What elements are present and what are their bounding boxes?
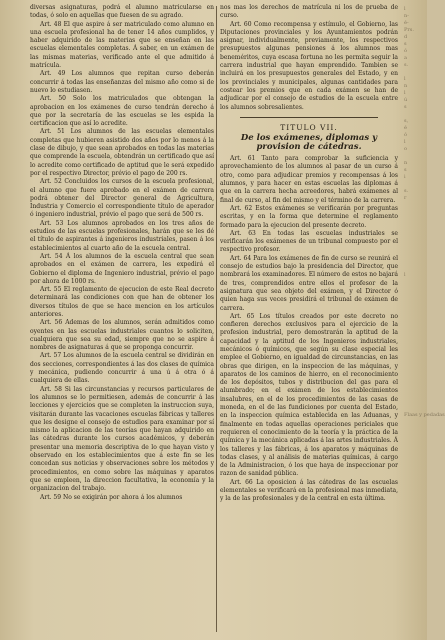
bleed-fragment <box>404 111 428 118</box>
column-divider <box>216 6 217 632</box>
right-column <box>220 4 398 632</box>
paragraph: Art. 48 El que aspire á ser matriculado como alumno en una escuela profesional ha de tener 14 años cumplidos, y haber adquirido de las materias que se enseñan en las escuelas elementales completas. Á saber, en un exámen de las mismas materias, verificado ante el que admitido á matrícula. <box>30 20 214 70</box>
bleed-fragment: s <box>404 104 407 110</box>
paragraph: Art. 63 En todas las escuelas industriales se verificarán los exámenes de un tribunal compuesto por el respectivo profesor. <box>220 229 398 254</box>
bleed-fragment <box>404 349 428 356</box>
bleed-fragment <box>404 279 428 286</box>
paragraph: Art. 54 Á los alumnos de la escuela central que sean aprobados en el exámen de carrera, les expedirá el Gobierno el diploma de Ingeniero industrial, prévio el pago por ahora de 1000 rs. <box>30 252 214 285</box>
bleed-fragment: ú <box>404 97 408 103</box>
bleed-fragment <box>404 398 428 405</box>
paragraph: Art. 56 Ademas de los alumnos, serán admitidos como oyentes en las escuelas industriales cuantos lo soliciten, cualquiera que sea su edad, siempre que no se aspire á nombres de asignaturas á que se proponga concurrir. <box>30 319 214 352</box>
bleed-through-text <box>404 6 445 419</box>
bleed-fragment <box>404 209 428 216</box>
paragraph: Art. 53 Los alumnos aprobados en los tres años de estudios de las escuelas profesionales, harán que se les dé el título de aspirantes á ingenieros industriales, pasen á los establecimientos al cuarto año de la escuela central. <box>30 219 214 252</box>
bleed-fragment: a <box>404 55 407 61</box>
bleed-fragment: n <box>404 83 408 89</box>
paragraph: Art. 59 No se exigirán por ahora á los alumnos <box>40 493 183 501</box>
bleed-fragment <box>404 153 428 160</box>
paragraph: Art. 64 Para los exámenes de fin de curso se reunirá el consejo de estudios bajo la presidencia del Director, que nombrará los examinadores. El número de estos no bajará de tres, comprendidos entre ellos el profesor de la asignatura que sea objeto del exámen, y el Director ó quien haga sus veces presidirá el tribunal de exámen de carrera. <box>220 254 398 312</box>
paragraph: Art. 50 Solo los matriculados que obtengan la aprobacion en los exámenes de curso tendrán derecho á que por la secretaría de las escuelas se les espida la certificacion que así lo acredite. <box>30 95 214 128</box>
bleed-fragment: ó <box>404 132 408 138</box>
bleed-fragment <box>404 370 428 377</box>
bleed-fragment: Flaas y pedadas <box>404 412 445 418</box>
bleed-fragment <box>404 244 428 251</box>
bleed-fragment <box>404 377 428 384</box>
paragraph: Art. 49 Los alumnos que repitan curso deberán concurrir á todas las enseñanzas del mismo año como si de nuevo lo estudiasen. <box>30 70 214 94</box>
bleed-fragment <box>404 314 428 321</box>
left-column <box>30 4 214 632</box>
paragraph: Art. 60 Como recompensa y estímulo, el Gobierno, las Diputaciones provinciales y los Ayuntamientos podrán asignar, individualmente, previamente, los respectivos presupuestos algunas pensiones á los alumnos mas beneméritos, cuya escasa fortuna no les permita seguir la carrera industrial que hayan emprendido. Tambien se incluirá en los presupuestos generales del Estado, y en los provinciales y municipales, algunas cantidades para costear los premios que en cada exámen se han de adjudicar por el consejo de estudios de la escuela entre los alumnos sobresalientes. <box>220 20 398 111</box>
bleed-fragment <box>404 286 428 293</box>
bleed-fragment: i <box>404 174 406 180</box>
bleed-fragment <box>404 405 428 412</box>
paragraph: Art. 51 Los alumnos de las escuelas elementales completas que hubieren asistido dos años por lo menos á la clase de dibujo, y que sean aprobados en todas las materias que comprende la escuela, obtendrán un certificado que así lo acredite como certificado de aptitud que le será expedido por el respectivo Director, prévio el pago de 200 rs. <box>30 128 214 177</box>
paragraph: Art. 61 Tanto para comprobar la suficiencia y aprovechamiento de los alumnos al pasar de un curso á otro, como para adjudicar premios y recompensas á los alumnos, y para hacer en estas escuelas las diplomas á que en la carrera hecha acreedores, habrá exámenes al final de curso, al fin del mismo y el término de la carrera. <box>220 155 398 204</box>
bleed-fragment <box>404 356 428 363</box>
paragraph: Art. 62 Estos exámenes se verificarán por preguntas escritas, y en la forma que determine el reglamento formado para la ejecucion del presente decreto. <box>220 204 398 229</box>
bleed-fragment: o <box>404 146 408 152</box>
bleed-fragment: n <box>404 160 408 166</box>
bleed-fragment: Prs. <box>404 27 414 33</box>
bleed-fragment <box>404 391 428 398</box>
section-subtitle: De los exámenes, diplomas y provision de cátedras. <box>240 133 378 153</box>
paragraph: Art. 52 Concluidos los cursos de la escuela profesional, el alumno que fuere aprobado en el exámen de carrera podrá obtener del Director general de Agricultura, Industria y Comercio el correspondiente título de aperador ó ingeniero industrial, prévio el pago que será de 500 rs. <box>30 178 214 219</box>
bleed-fragment: s. <box>404 62 409 68</box>
bleed-fragment <box>404 293 428 300</box>
bleed-fragment <box>404 300 428 307</box>
paragraph: Art. 66 La oposicion á las cátedras de las escuelas elementales se verificará en la profesional mas inmediata, y la de las profesionales y de la central en esta última. <box>220 478 398 503</box>
bleed-fragment: r <box>404 195 407 201</box>
bleed-fragment <box>404 202 428 209</box>
paragraph: diversas asignaturas, podrá el alumno matricularse en todas, ó solo en aquellas que fuesen de su agrado. <box>30 4 214 20</box>
section-rule <box>240 117 378 118</box>
bleed-fragment: l <box>404 76 406 82</box>
paragraph: Art. 58 Si las circunstancias y recursos particulares de los alumnos se lo permitiesen, además de concurrir á las lecciones y ejercicios que se completen la instruccion suya, visitarán durante las vacaciones escuelas fábricas y talleres que les designe el consejo de estudios para examinar por sí mismo la aplicacion de las teorías que hayan adquirido en las cátedras durante los cursos académicos, y deberán presentar una memoria descriptiva de lo que hayan visto y observado en los establecimientos que á este fin se les concedan sus noticias y observaciones sobre los métodos y procedimientos, en como sobre las máquinas y aparatos que se empleen, la direccion facultativa, la economía y la organizacion del trabajo. <box>30 385 214 493</box>
bleed-fragment: é <box>404 125 407 131</box>
bleed-fragment <box>404 223 428 230</box>
bleed-fragment: l <box>404 139 406 145</box>
bleed-fragment <box>404 237 428 244</box>
bleed-fragment <box>404 230 428 237</box>
bleed-fragment: ó <box>404 48 408 54</box>
bleed-fragment <box>404 342 428 349</box>
bleed-fragment <box>404 321 428 328</box>
bleed-fragment: s <box>404 167 407 173</box>
bleed-fragment <box>404 265 428 272</box>
bleed-fragment: l <box>404 6 406 12</box>
bleed-fragment <box>404 258 428 265</box>
bleed-fragment <box>404 328 428 335</box>
bleed-fragment: s <box>404 41 407 47</box>
bleed-fragment <box>404 363 428 370</box>
bleed-fragment <box>404 335 428 342</box>
bleed-fragment <box>404 307 428 314</box>
bleed-fragment: s. <box>404 188 409 194</box>
paragraph: Art. 65 Los títulos creados por este decreto no confieren derechos exclusivos para el ejercicio de la profesion industrial, pero demostrarán la aptitud de la capacidad y la aptitud de los Ingenieros industriales, mecánicos ó químicos, que según su clase especial les emplee el Gobierno, en igualdad de circunstancias, en las obras que dirigen, en la inspeccion de las máquinas, y aparatos de los caminos de hierro, en el reconocimiento de los depósitos, tubos y distribucion del gas para el alumbrado; en el exámen de los establecimientos insalubres, en el de los procedimientos de las casas de moneda, en el de las fundiciones por cuenta del Estado, en la inspeccion química establecida en las Aduanas, y finalmente en todas aquellas operaciones periciales que requieren el conocimiento de la teoría y la práctica de la química y la mecánica aplicadas á las artes industriales. Á los talleres y las fábricas, á los aparatos y máquinas de todas clases, y al análisis de materias químicas, á cargo de la Administracion, ó los que haya de inspeccionar por razon de sanidad pública. <box>220 312 398 478</box>
bleed-fragment: n- <box>404 13 409 19</box>
paragraph: nos mas los derechos de matrícula ni los de prueba de curso. <box>220 4 398 20</box>
bleed-fragment <box>404 69 428 76</box>
bleed-fragment: é- <box>404 20 409 26</box>
bleed-fragment: d <box>404 34 408 40</box>
bleed-fragment: l <box>404 90 406 96</box>
bleed-fragment <box>404 181 428 188</box>
bleed-fragment: s, <box>404 118 409 124</box>
bleed-fragment <box>404 216 428 223</box>
bleed-fragment <box>404 251 428 258</box>
bleed-fragment <box>404 384 428 391</box>
bleed-fragment: l <box>404 272 406 278</box>
paragraph: Art. 57 Los alumnos de la escuela central se dividirán en dos secciones, correspondientes á las dos clases de química y mecánica, pudiendo concurrir á una ú á otra ó á cualquiera de ellas. <box>30 352 214 385</box>
section-title: TITULO VII. <box>280 122 338 132</box>
paragraph: Art. 55 El reglamento de ejecucion de este Real decreto determinará las condiciones con que han de obtener los diversos títulos de que se hace mencion en los artículos anteriores. <box>30 286 214 318</box>
